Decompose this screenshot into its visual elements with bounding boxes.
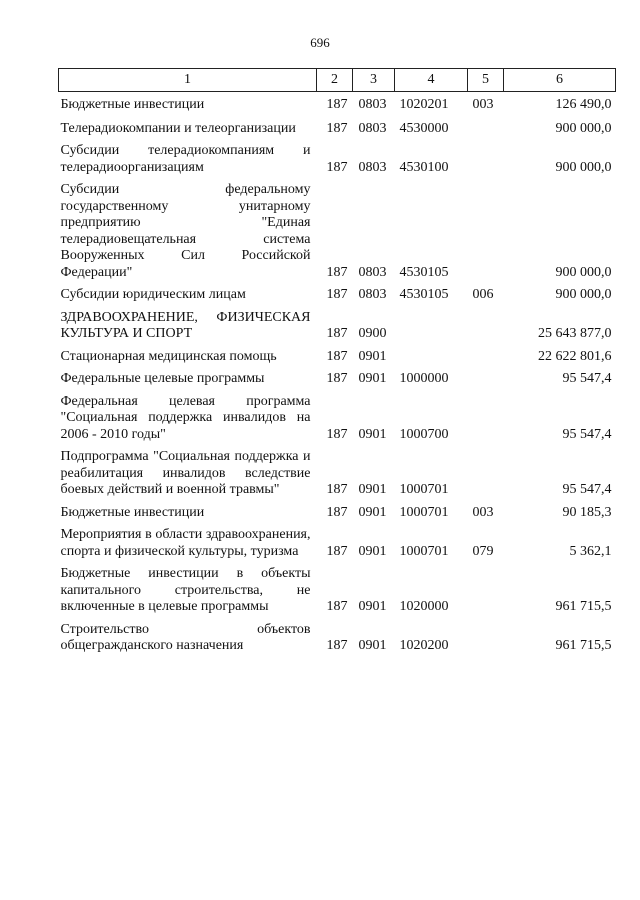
header-col-5: 5 (468, 69, 504, 92)
row-col-2: 187 (326, 326, 348, 341)
table-row (59, 349, 616, 372)
row-col-2: 187 (326, 97, 348, 112)
row-amount: 5 362,1 (569, 543, 612, 559)
row-amount: 900 000,0 (555, 287, 612, 302)
table-row (59, 566, 616, 622)
table-row (59, 449, 616, 505)
header-col-2: 2 (317, 69, 353, 92)
table-row (59, 622, 616, 661)
row-col-4: 1000701 (399, 482, 449, 497)
row-col-3: 0803 (358, 159, 387, 175)
row-col-2: 187 (326, 371, 348, 386)
row-amount: 22 622 801,6 (538, 348, 612, 364)
row-col-2: 187 (326, 264, 348, 280)
row-col-3: 0901 (358, 638, 387, 653)
row-col-5: 003 (472, 504, 494, 520)
row-col-3: 0901 (358, 371, 387, 386)
row-name: Бюджетные инвестиции в объекты капитального строительства, не включенные в целевые программы (60, 566, 311, 614)
row-col-4: 4530105 (399, 264, 449, 280)
row-col-5 (468, 371, 504, 394)
table-row (59, 121, 616, 144)
row-col-3: 0803 (358, 287, 387, 302)
row-col-4: 1020201 (399, 97, 449, 112)
header-col-1: 1 (59, 69, 317, 92)
row-amount: 900 000,0 (555, 159, 612, 175)
row-col-3: 0803 (358, 120, 387, 136)
row-col-5: 079 (472, 543, 494, 559)
row-amount: 900 000,0 (555, 120, 612, 136)
table-row (59, 143, 616, 182)
table-row (59, 310, 616, 349)
row-name: Федеральная целевая программа "Социальная поддержка инвалидов на 2006 - 2010 годы" (60, 393, 311, 442)
row-name: Строительство объектов общегражданского назначения (60, 621, 311, 653)
row-name: Телерадиокомпании и телеорганизации (60, 120, 296, 136)
row-col-5 (468, 143, 504, 182)
row-col-5 (468, 566, 504, 622)
row-col-5 (468, 394, 504, 450)
table-row (59, 182, 616, 287)
row-col-3: 0901 (358, 482, 387, 497)
row-amount: 95 547,4 (562, 371, 612, 386)
row-col-2: 187 (326, 348, 348, 364)
row-col-5 (468, 622, 504, 661)
row-col-2: 187 (326, 482, 348, 497)
row-name: Федеральные целевые программы (60, 371, 265, 386)
table-row (59, 527, 616, 566)
row-name: Подпрограмма "Социальная поддержка и реабилитация инвалидов вследствие боевых действий и военной травмы" (60, 449, 311, 497)
table-row (59, 287, 616, 310)
row-name: Субсидии юридическим лицам (60, 287, 246, 302)
table-row (59, 394, 616, 450)
row-col-5 (468, 449, 504, 505)
row-col-4: 1020200 (399, 638, 449, 653)
row-col-2: 187 (326, 599, 348, 614)
row-amount: 95 547,4 (562, 482, 612, 497)
row-col-4: 1000700 (399, 426, 449, 442)
table-body (59, 92, 616, 661)
row-col-4: 4530000 (399, 120, 449, 136)
row-col-3: 0803 (358, 264, 387, 280)
row-amount: 95 547,4 (562, 426, 612, 442)
page-number: 696 (310, 35, 330, 50)
row-name: Мероприятия в области здравоохранения, спорта и физической культуры, туризма (60, 527, 311, 559)
row-col-5 (468, 182, 504, 287)
row-col-2: 187 (326, 543, 348, 559)
row-col-2: 187 (326, 504, 348, 520)
row-col-5: 003 (472, 97, 494, 112)
row-amount: 961 715,5 (555, 599, 612, 614)
row-amount: 90 185,3 (562, 504, 612, 520)
row-name: Бюджетные инвестиции (60, 504, 205, 520)
row-col-4: 1000701 (399, 543, 449, 559)
row-col-3: 0901 (358, 599, 387, 614)
header-row (59, 69, 616, 92)
header-col-3: 3 (353, 69, 395, 92)
row-col-4 (395, 310, 468, 349)
row-amount: 25 643 877,0 (538, 326, 612, 341)
row-col-4 (395, 349, 468, 372)
row-col-5 (468, 349, 504, 372)
row-col-4: 4530100 (399, 159, 449, 175)
row-col-2: 187 (326, 287, 348, 302)
row-col-3: 0901 (358, 504, 387, 520)
row-col-5: 006 (472, 287, 494, 302)
header-col-6: 6 (504, 69, 616, 92)
row-amount: 126 490,0 (555, 97, 612, 112)
row-col-2: 187 (326, 426, 348, 442)
row-col-4: 1000000 (399, 371, 449, 386)
row-col-5 (468, 121, 504, 144)
header-col-4: 4 (395, 69, 468, 92)
row-col-3: 0901 (358, 543, 387, 559)
row-col-3: 0901 (358, 426, 387, 442)
row-col-4: 1000701 (399, 504, 449, 520)
row-col-5 (468, 310, 504, 349)
table-header (59, 69, 616, 92)
row-amount: 961 715,5 (555, 638, 612, 653)
table-row (59, 92, 616, 121)
row-col-2: 187 (326, 159, 348, 175)
table-row (59, 371, 616, 394)
row-name: Стационарная медицинская помощь (60, 348, 277, 364)
row-col-3: 0900 (358, 326, 387, 341)
row-name: ЗДРАВООХРАНЕНИЕ, ФИЗИЧЕСКАЯ КУЛЬТУРА И СПОРТ (60, 309, 311, 341)
row-name: Субсидии телерадиокомпаниям и телерадиоорганизациям (60, 143, 311, 175)
row-amount: 900 000,0 (555, 264, 612, 280)
row-col-4: 4530105 (399, 287, 449, 302)
table-row (59, 505, 616, 528)
row-name: Субсидии федеральному государственному унитарному предприятию "Единая телерадиовещательная система Вооруженных Сил Российской Федерации" (60, 182, 311, 280)
row-col-3: 0901 (358, 348, 387, 364)
row-col-4: 1020000 (399, 599, 449, 614)
row-col-2: 187 (326, 638, 348, 653)
row-col-3: 0803 (358, 97, 387, 112)
row-col-2: 187 (326, 120, 348, 136)
budget-table (58, 68, 616, 661)
row-name: Бюджетные инвестиции (60, 97, 205, 112)
